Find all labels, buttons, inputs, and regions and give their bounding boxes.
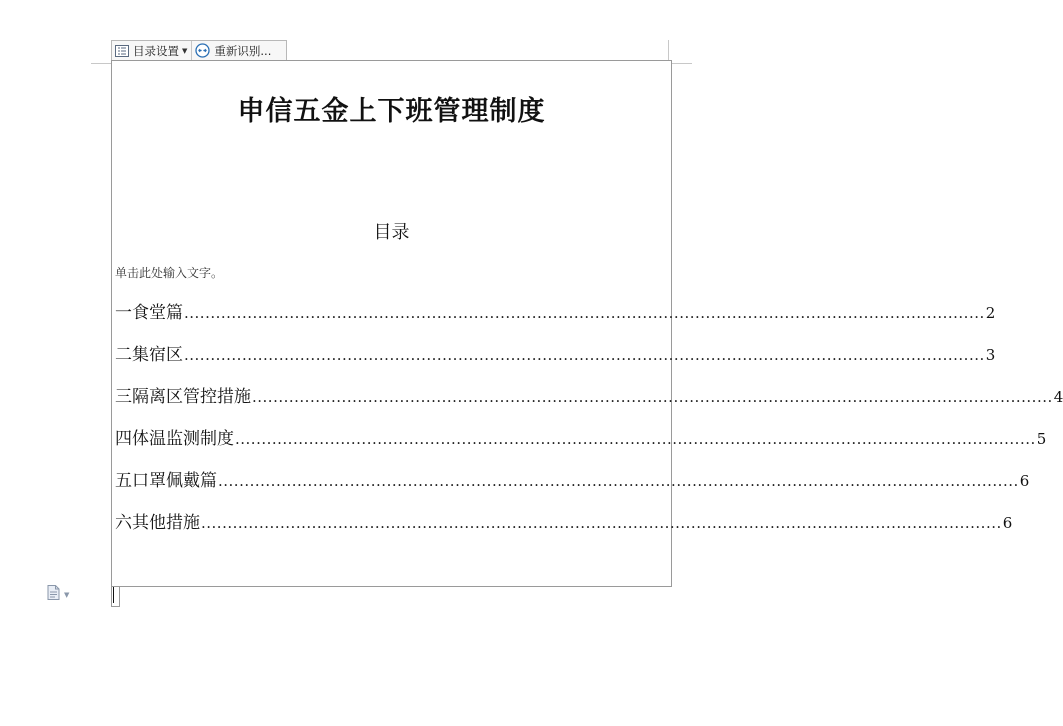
reidentify-button[interactable] bbox=[191, 41, 275, 60]
toc-entry-page: 6 bbox=[1019, 472, 1030, 490]
toc-leader: ........................................................................................................................................................ bbox=[184, 346, 985, 364]
reidentify-label: 重新识别... bbox=[214, 43, 272, 58]
toc-leader: ........................................................................................................................................................ bbox=[235, 430, 1036, 448]
chevron-down-icon: ▼ bbox=[182, 46, 188, 55]
document-title: 申信五金上下班管理制度 bbox=[237, 96, 546, 127]
toc-entry-page: 5 bbox=[1036, 430, 1047, 448]
toc-entry-label: 二集宿区 bbox=[115, 345, 183, 365]
text-cursor bbox=[113, 587, 114, 603]
toc-entry[interactable] bbox=[115, 301, 996, 343]
toc-content-control[interactable] bbox=[111, 60, 1063, 587]
toc-entry[interactable] bbox=[115, 469, 1030, 511]
document-icon bbox=[47, 585, 60, 604]
toc-leader: ........................................................................................................................................................ bbox=[184, 304, 985, 322]
toc-entry[interactable] bbox=[115, 343, 996, 385]
margin-mark-right bbox=[672, 63, 692, 64]
toc-leader: ........................................................................................................................................................ bbox=[252, 388, 1053, 406]
toc-entry-label: 三隔离区管控措施 bbox=[115, 387, 251, 407]
toc-entry-page: 3 bbox=[985, 346, 996, 364]
toc-entry-label: 六其他措施 bbox=[115, 513, 200, 533]
placeholder-text[interactable]: 单击此处输入文字。 bbox=[115, 266, 224, 280]
toc-entry-page: 6 bbox=[1002, 514, 1013, 532]
toc-settings-button[interactable] bbox=[112, 41, 191, 60]
toc-entry-label: 四体温监测制度 bbox=[115, 429, 234, 449]
paragraph-layout-button[interactable] bbox=[47, 585, 69, 604]
toc-leader: ........................................................................................................................................................ bbox=[201, 514, 1002, 532]
toc-heading: 目录 bbox=[373, 222, 410, 243]
margin-mark-right-top bbox=[668, 40, 669, 60]
refresh-icon bbox=[195, 43, 210, 58]
toc-toolbar bbox=[111, 40, 287, 60]
toc-entry[interactable] bbox=[115, 427, 1047, 469]
toc-entry-label: 五口罩佩戴篇 bbox=[115, 471, 217, 491]
toc-list bbox=[115, 301, 1063, 553]
toc-leader: ........................................................................................................................................................ bbox=[218, 472, 1019, 490]
toc-entry-page: 4 bbox=[1053, 388, 1063, 406]
toc-entry-label: 一食堂篇 bbox=[115, 303, 183, 323]
toc-settings-label: 目录设置 bbox=[133, 43, 179, 58]
toc-entry-page: 2 bbox=[985, 304, 996, 322]
toc-entry[interactable] bbox=[115, 385, 1063, 427]
margin-mark-left bbox=[91, 63, 111, 64]
toc-list-icon bbox=[115, 45, 129, 57]
toc-entry[interactable] bbox=[115, 511, 1013, 553]
chevron-down-icon: ▼ bbox=[64, 590, 70, 599]
